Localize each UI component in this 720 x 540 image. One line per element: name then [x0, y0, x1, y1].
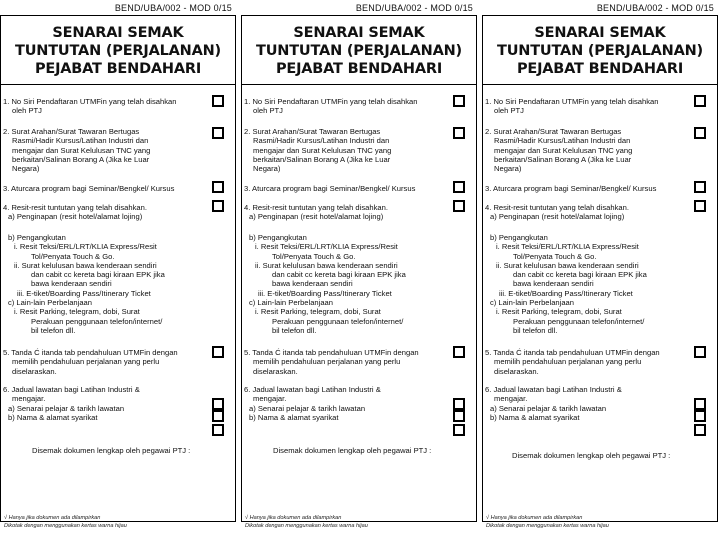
checklist-item-i4 [3, 203, 206, 222]
item-text-line: berkaitan/Salinan Borang A (Jika ke Luar [494, 154, 632, 164]
item-text-line: ii. Surat kelulusan bawa kenderaan sendiri [496, 260, 639, 270]
footnote-1: √ Hanya jika dokumen ada dilampirkan [4, 515, 101, 521]
checklist-item-i5 [244, 348, 447, 376]
item-text-line: berkaitan/Salinan Borang A (Jika ke Luar [253, 154, 391, 164]
item-text-line: Perakuan penggunaan telefon/internet/ [272, 316, 404, 326]
footnote-1: √ Hanya jika dokumen ada dilampirkan [245, 515, 342, 521]
signature-box [482, 437, 718, 522]
checkbox[interactable] [453, 398, 465, 410]
verified-by-text: Disemak dokumen lengkap oleh pegawai PTJ : [32, 446, 191, 455]
checkbox[interactable] [694, 424, 706, 436]
checklist-item-i4 [244, 203, 447, 222]
item-text-line: berkaitan/Salinan Borang A (Jika ke Luar [12, 154, 150, 164]
item-text-line: 1. No Siri Pendaftaran UTMFin yang telah disahkan [3, 97, 177, 106]
item-text-line: i. Resit Parking, telegram, dobi, Surat [14, 307, 140, 317]
checklist-item-i5 [3, 348, 206, 376]
item-text-line: bil telefon dll. [31, 325, 76, 335]
item-text-line: Rasmi/Hadir Kursus/Latihan Industri dan [494, 136, 631, 146]
checklist-item-i2 [485, 127, 688, 173]
item-text-line: Perakuan penggunaan telefon/internet/ [513, 316, 645, 326]
item-text-line: b) Nama & alamat syarikat [490, 412, 580, 422]
checklist-item-i4 [485, 203, 688, 222]
checklist-item-i6 [244, 385, 447, 422]
checklist-item-i6 [485, 385, 688, 422]
item-text-line: 3. Aturcara program bagi Seminar/Bengkel/ Kursus [3, 184, 175, 193]
item-text-line: Rasmi/Hadir Kursus/Latihan Industri dan [12, 136, 149, 146]
checklist-item-i1 [485, 97, 688, 116]
item-text-line: dan cabit cc kereta bagi kiraan EPK jika [272, 270, 406, 280]
checklist-item-i6 [3, 385, 206, 422]
item-text-line: dan cabit cc kereta bagi kiraan EPK jika [31, 270, 165, 280]
item-text-line: a) Penginapan (resit hotel/alamat lojing) [8, 212, 143, 222]
verified-by-text: Disemak dokumen lengkap oleh pegawai PTJ : [512, 451, 671, 460]
item-text-line: i. Resit Parking, telegram, dobi, Surat [255, 307, 381, 317]
checkbox[interactable] [212, 127, 224, 139]
item-text-line: 1. No Siri Pendaftaran UTMFin yang telah disahkan [485, 97, 659, 106]
item-text-line: b) Pengangkutan [249, 233, 307, 242]
item-text-line: b) Nama & alamat syarikat [8, 412, 98, 422]
item-text-line: a) Senarai pelajar & tarikh lawatan [490, 403, 607, 413]
item-text-line: 4. Resit-resit tuntutan yang telah disahkan. [485, 203, 629, 212]
item-text-line: a) Senarai pelajar & tarikh lawatan [249, 403, 366, 413]
item-text-line: 5. Tanda Ć itanda tab pendahuluan UTMFin dengan [3, 348, 178, 357]
checkbox[interactable] [694, 181, 706, 193]
form-code: BEND/UBA/002 - MOD 0/15 [114, 3, 232, 13]
item-text-line: Rasmi/Hadir Kursus/Latihan Industri dan [253, 136, 390, 146]
checkbox[interactable] [212, 181, 224, 193]
item-text-line: i. Resit Teksi/ERL/LRT/KLIA Express/Resit [14, 242, 157, 252]
item-text-line: c) Lain-lain Perbelanjaan [249, 298, 334, 308]
item-text-line: 3. Aturcara program bagi Seminar/Bengkel/ Kursus [485, 184, 657, 193]
item-text-line: 6. Jadual lawatan bagi Latihan Industri & [3, 385, 140, 394]
item-text-line: memilih pendahuluan perjalanan yang perlu [12, 357, 160, 367]
item-text-line: mengajar dan Surat Kelulusan TNC yang [12, 145, 151, 155]
item-text-line: iii. E-tiket/Boarding Pass/Itinerary Ticket [499, 288, 633, 298]
item-text-line: dan cabit cc kereta bagi kiraan EPK jika [513, 270, 647, 280]
title-line-2: TUNTUTAN (PERJALANAN) [15, 43, 221, 59]
title-line-1: SENARAI SEMAK [52, 25, 184, 41]
checkbox[interactable] [212, 424, 224, 436]
item-text-line: Tol/Penyata Touch & Go. [31, 251, 115, 261]
checkbox[interactable] [694, 127, 706, 139]
checkbox[interactable] [694, 95, 706, 107]
verified-by-text: Disemak dokumen lengkap oleh pegawai PTJ : [273, 446, 432, 455]
checklist-item-i1 [244, 97, 447, 116]
checkbox[interactable] [212, 200, 224, 212]
item-text-line: 2. Surat Arahan/Surat Tawaran Bertugas [485, 127, 622, 136]
title-line-3: PEJABAT BENDAHARI [516, 61, 684, 77]
checkbox[interactable] [212, 346, 224, 358]
item-text-line: mengajar dan Surat Kelulusan TNC yang [253, 145, 392, 155]
item-text-line: b) Pengangkutan [8, 233, 66, 242]
item-text-line: Negara) [12, 164, 40, 174]
item-text-line: c) Lain-lain Perbelanjaan [8, 298, 93, 308]
item-text-line: oleh PTJ [12, 106, 42, 116]
title-line-3: PEJABAT BENDAHARI [34, 61, 202, 77]
title-line-3: PEJABAT BENDAHARI [275, 61, 443, 77]
checklist-item-i4b [3, 233, 206, 335]
item-text-line: a) Penginapan (resit hotel/alamat lojing) [249, 212, 384, 222]
item-text-line: bil telefon dll. [272, 325, 317, 335]
checkbox[interactable] [212, 410, 224, 422]
footnote-2: Dikotak dengan menggunakan kertas warna hijau [486, 523, 609, 529]
item-text-line: diselaraskan. [12, 366, 57, 376]
item-text-line: memilih pendahuluan perjalanan yang perlu [253, 357, 401, 367]
item-text-line: 5. Tanda Ć itanda tab pendahuluan UTMFin dengan [485, 348, 660, 357]
checklist-item-i2 [3, 127, 206, 173]
item-text-line: 6. Jadual lawatan bagi Latihan Industri & [244, 385, 381, 394]
checklist-panel [482, 0, 718, 540]
item-text-line: ii. Surat kelulusan bawa kenderaan sendiri [255, 260, 398, 270]
checkbox[interactable] [212, 398, 224, 410]
checklist-panel [241, 0, 477, 540]
checkbox[interactable] [212, 95, 224, 107]
item-text-line: bawa kenderaan sendiri [272, 279, 353, 289]
checklist-panel [0, 0, 236, 540]
item-text-line: 3. Aturcara program bagi Seminar/Bengkel/ Kursus [244, 184, 416, 193]
title-line-1: SENARAI SEMAK [293, 25, 425, 41]
item-text-line: 6. Jadual lawatan bagi Latihan Industri & [485, 385, 622, 394]
checkbox[interactable] [694, 410, 706, 422]
checkbox[interactable] [694, 200, 706, 212]
item-text-line: 4. Resit-resit tuntutan yang telah disahkan. [3, 203, 147, 212]
item-text-line: 2. Surat Arahan/Surat Tawaran Bertugas [244, 127, 381, 136]
checklist-item-i3 [244, 184, 447, 193]
item-text-line: mengajar dan Surat Kelulusan TNC yang [494, 145, 633, 155]
item-text-line: 2. Surat Arahan/Surat Tawaran Bertugas [3, 127, 140, 136]
item-text-line: Negara) [253, 164, 281, 174]
item-text-line: b) Pengangkutan [490, 233, 548, 242]
checkbox[interactable] [453, 346, 465, 358]
item-text-line: bawa kenderaan sendiri [31, 279, 112, 289]
checklist-item-i5 [485, 348, 688, 376]
footnote-2: Dikotak dengan menggunakan kertas warna hijau [245, 523, 368, 529]
checklist-item-i3 [3, 184, 206, 193]
item-text-line: Tol/Penyata Touch & Go. [513, 251, 597, 261]
checkbox[interactable] [694, 346, 706, 358]
item-text-line: a) Senarai pelajar & tarikh lawatan [8, 403, 125, 413]
item-text-line: 1. No Siri Pendaftaran UTMFin yang telah disahkan [244, 97, 418, 106]
checkbox[interactable] [453, 200, 465, 212]
checklist-item-i2 [244, 127, 447, 173]
item-text-line: i. Resit Parking, telegram, dobi, Surat [496, 307, 622, 317]
checkbox[interactable] [453, 127, 465, 139]
checklist-item-i1 [3, 97, 206, 116]
checkbox[interactable] [453, 424, 465, 436]
item-text-line: diselaraskan. [253, 366, 298, 376]
item-text-line: memilih pendahuluan perjalanan yang perlu [494, 357, 642, 367]
title-line-1: SENARAI SEMAK [534, 25, 666, 41]
checkbox[interactable] [694, 398, 706, 410]
item-text-line: Negara) [494, 164, 522, 174]
item-text-line: oleh PTJ [253, 106, 283, 116]
item-text-line: b) Nama & alamat syarikat [249, 412, 339, 422]
item-text-line: mengajar. [253, 394, 287, 404]
item-text-line: c) Lain-lain Perbelanjaan [490, 298, 575, 308]
title-line-2: TUNTUTAN (PERJALANAN) [497, 43, 703, 59]
item-text-line: mengajar. [12, 394, 46, 404]
item-text-line: iii. E-tiket/Boarding Pass/Itinerary Ticket [17, 288, 151, 298]
title-line-2: TUNTUTAN (PERJALANAN) [256, 43, 462, 59]
item-text-line: Tol/Penyata Touch & Go. [272, 251, 356, 261]
item-text-line: diselaraskan. [494, 366, 539, 376]
item-text-line: 5. Tanda Ć itanda tab pendahuluan UTMFin dengan [244, 348, 419, 357]
item-text-line: Perakuan penggunaan telefon/internet/ [31, 316, 163, 326]
form-code: BEND/UBA/002 - MOD 0/15 [596, 3, 714, 13]
item-text-line: a) Penginapan (resit hotel/alamat lojing) [490, 212, 625, 222]
item-text-line: oleh PTJ [494, 106, 524, 116]
form-code: BEND/UBA/002 - MOD 0/15 [355, 3, 473, 13]
item-text-line: bil telefon dll. [513, 325, 558, 335]
checkbox[interactable] [453, 181, 465, 193]
footnote-1: √ Hanya jika dokumen ada dilampirkan [486, 515, 583, 521]
checklist-item-i4b [244, 233, 447, 335]
page-title [0, 24, 236, 78]
checkbox[interactable] [453, 410, 465, 422]
checklist-item-i3 [485, 184, 688, 193]
item-text-line: 4. Resit-resit tuntutan yang telah disahkan. [244, 203, 388, 212]
item-text-line: ii. Surat kelulusan bawa kenderaan sendiri [14, 260, 157, 270]
checkbox[interactable] [453, 95, 465, 107]
footnote-2: Dikotak dengan menggunakan kertas warna hijau [4, 523, 127, 529]
item-text-line: bawa kenderaan sendiri [513, 279, 594, 289]
page-title [482, 24, 718, 78]
item-text-line: i. Resit Teksi/ERL/LRT/KLIA Express/Resit [255, 242, 398, 252]
checklist-item-i4b [485, 233, 688, 335]
item-text-line: mengajar. [494, 394, 528, 404]
item-text-line: iii. E-tiket/Boarding Pass/Itinerary Ticket [258, 288, 392, 298]
page-title [241, 24, 477, 78]
item-text-line: i. Resit Teksi/ERL/LRT/KLIA Express/Resit [496, 242, 639, 252]
